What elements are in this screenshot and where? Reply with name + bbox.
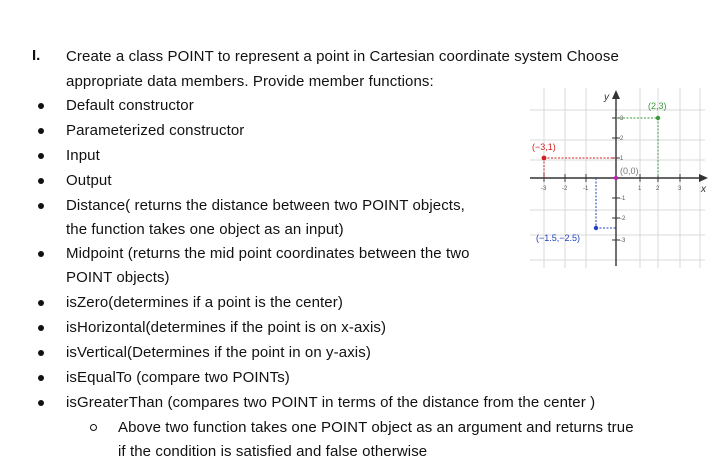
point-label: (0,0) <box>620 166 639 176</box>
bullet-dot <box>38 203 44 209</box>
point-label: (−3,1) <box>532 142 556 152</box>
x-axis-arrow <box>699 174 708 182</box>
bullet-dot <box>38 251 44 257</box>
bullet-text: isEqualTo (compare two POINTs) <box>66 369 290 386</box>
bullet-text: Output <box>66 172 112 189</box>
y-tick-label: 2 <box>620 136 624 142</box>
x-axis-label: x <box>701 184 706 195</box>
x-tick-label: 2 <box>656 186 660 192</box>
point-label: (2,3) <box>648 101 667 111</box>
x-tick-label: 1 <box>638 186 642 192</box>
bullet-text: Distance( returns the distance between two POINT objects, <box>66 197 465 214</box>
bullet-text-continued: POINT objects) <box>66 269 170 286</box>
bullet-dot <box>38 128 44 134</box>
x-tick-label: -1 <box>583 186 589 192</box>
x-tick-label: -2 <box>562 186 568 192</box>
y-axis-label: y <box>604 92 609 103</box>
sub-bullet-text-continued: if the condition is satisfied and false otherwise <box>118 443 428 460</box>
bullet-dot <box>38 350 44 356</box>
bullet-dot <box>38 325 44 331</box>
bullet-dot <box>38 400 44 406</box>
bullet-dot <box>38 103 44 109</box>
point-label: (−1.5,−2.5) <box>536 233 581 243</box>
x-tick-label: 3 <box>678 186 682 192</box>
bullet-text: Midpoint (returns the mid point coordinates between the two <box>66 245 470 262</box>
sub-bullet-circle <box>90 424 97 431</box>
intro-line-2: appropriate data members. Provide member functions: <box>66 73 434 90</box>
y-tick-label: 3 <box>620 116 624 122</box>
x-tick-label: -3 <box>541 186 547 192</box>
bullet-text: Parameterized constructor <box>66 122 245 139</box>
bullet-text: isGreaterThan (compares two POINT in terms of the distance from the center ) <box>66 394 596 411</box>
bullet-text: Input <box>66 147 100 164</box>
y-tick-label: 1 <box>620 156 624 162</box>
section-number: I. <box>32 47 41 64</box>
bullet-text: isHorizontal(determines if the point is on x-axis) <box>66 319 387 336</box>
bullet-text: isVertical(Determines if the point in on y-axis) <box>66 344 371 361</box>
y-tick-label: -3 <box>620 238 626 244</box>
bullet-text: Default constructor <box>66 97 194 114</box>
cartesian-plane-figure <box>530 88 715 268</box>
y-tick-label: -1 <box>620 196 626 202</box>
bullet-dot <box>38 375 44 381</box>
bullet-text-continued: the function takes one object as an input) <box>66 221 344 238</box>
sub-bullet-text: Above two function takes one POINT object as an argument and returns true <box>118 419 634 436</box>
y-tick-label: -2 <box>620 216 626 222</box>
intro-line-1: Create a class POINT to represent a point in Cartesian coordinate system Choose <box>66 48 619 65</box>
y-axis-arrow <box>612 90 620 99</box>
bullet-dot <box>38 153 44 159</box>
bullet-dot <box>38 178 44 184</box>
bullet-dot <box>38 300 44 306</box>
bullet-text: isZero(determines if a point is the center) <box>66 294 343 311</box>
